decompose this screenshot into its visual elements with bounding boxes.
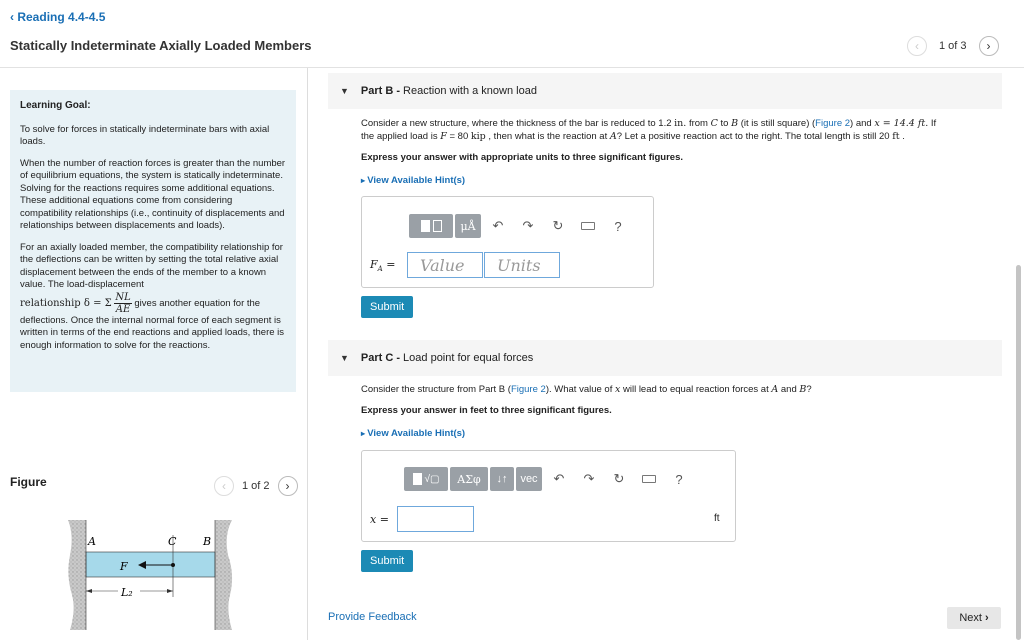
undo-icon[interactable]: ↶	[553, 471, 565, 486]
part-b-instructions: Express your answer with appropriate units to three significant figures.	[361, 152, 684, 163]
back-link[interactable]: ‹ Reading 4.4-4.5	[10, 10, 106, 24]
units-mu-button[interactable]: μÅ	[455, 214, 481, 238]
keyboard-icon[interactable]	[634, 467, 664, 491]
chevron-right-icon: ›	[285, 479, 290, 493]
part-c-unit: ft	[714, 513, 720, 524]
part-c-instructions: Express your answer in feet to three significant figures.	[361, 405, 612, 416]
part-c-question: Consider the structure from Part B (Figure 2). What value of x will lead to equal reaction forces at A and B?	[361, 384, 812, 395]
learning-goal-formula-line: relationship δ = Σ $\frac{NL}{AE}$ gives another equation for the	[20, 291, 261, 315]
collapse-triangle-icon: ▼	[340, 353, 349, 363]
part-c-toolbar	[404, 467, 694, 491]
reset-icon[interactable]: ↻	[613, 471, 625, 486]
header-divider	[0, 67, 1024, 68]
chevron-left-icon: ‹	[915, 39, 919, 53]
redo-icon[interactable]: ↷	[522, 218, 534, 233]
panel-divider	[307, 68, 308, 640]
label-B: B	[203, 535, 212, 548]
learning-goal-p3: For an axially loaded member, the compatibility relationship for the deflections can be written by setting the total relative axial displacement between the ends of the member to a known value. The load-displacement	[20, 241, 283, 290]
chevron-left-icon: ‹	[222, 479, 226, 493]
figure-next-button[interactable]	[278, 476, 298, 496]
left-wall	[68, 520, 86, 630]
part-b-toolbar	[409, 214, 633, 238]
sort-arrows-button[interactable]: ↓↑	[490, 467, 514, 491]
figure-pager-text: 1 of 2	[242, 480, 270, 492]
learning-goal-p2: When the number of reaction forces is greater than the number of equilibrium equations, the system is statically indeterminate. Solving for the reactions requires some additional equations. These additional equations come from considering compatibility relationships (i.e., continuity of displacements and relationships between displacements and loads).	[20, 157, 286, 231]
templates-icon[interactable]: √▢	[404, 467, 448, 491]
greek-symbols-button[interactable]: ΑΣφ	[450, 467, 488, 491]
chevron-right-icon: ›	[986, 39, 991, 53]
figure-diagram	[60, 515, 260, 640]
label-L2: L₂	[121, 586, 133, 599]
undo-icon[interactable]: ↶	[492, 218, 504, 233]
help-icon[interactable]: ?	[675, 471, 683, 487]
reset-icon[interactable]: ↻	[552, 218, 564, 233]
caret-right-icon: ▸	[361, 176, 368, 185]
part-c-answer-label: x =	[370, 513, 389, 526]
value-input[interactable]: Value	[407, 252, 483, 278]
learning-goal-panel	[10, 90, 296, 392]
part-c-submit-button[interactable]: Submit	[361, 550, 413, 572]
part-b-question: Consider a new structure, where the thickness of the bar is reduced to 1.2 in. from C to B (it is still square) (Figure 2) and x = 14.4 ft. If the applied load is F = 80 kip , then what is the reaction at A? Let a positive reaction act to the right. The total length is still 20 ft .	[361, 118, 937, 142]
part-b-header[interactable]: ▼ Part B - Reaction with a known load	[328, 73, 1002, 109]
figure-pager	[214, 476, 298, 496]
learning-goal-p5: deflections. Once the internal normal force of each segment is written in terms of the end reactions and applied loads, there is enough information to solve for the reactions.	[20, 314, 285, 351]
learning-goal-heading: Learning Goal:	[20, 100, 91, 111]
units-input[interactable]: Units	[484, 252, 560, 278]
x-answer-input[interactable]	[397, 506, 474, 532]
figure-2-link-c[interactable]: Figure 2	[510, 384, 546, 395]
next-button[interactable]: Next ›	[947, 607, 1001, 629]
figure-2-link[interactable]: Figure 2	[815, 118, 851, 129]
collapse-triangle-icon: ▼	[340, 86, 349, 96]
figure-label: Figure	[10, 475, 47, 489]
part-c-hint-link[interactable]: ▸ View Available Hint(s)	[361, 428, 466, 439]
prev-item-button[interactable]	[907, 36, 927, 56]
part-b-hint-link[interactable]: ▸ View Available Hint(s)	[361, 175, 466, 186]
part-c-header[interactable]: ▼ Part C - Load point for equal forces	[328, 340, 1002, 376]
provide-feedback-link[interactable]: Provide Feedback	[328, 611, 417, 623]
learning-goal-p1: To solve for forces in statically indeterminate bars with axial loads.	[20, 123, 270, 147]
scrollbar[interactable]	[1016, 265, 1021, 640]
chevron-left-icon: ‹	[10, 10, 18, 24]
figure-prev-button[interactable]	[214, 476, 234, 496]
redo-icon[interactable]: ↷	[583, 471, 595, 486]
part-b-submit-button[interactable]: Submit	[361, 296, 413, 318]
help-icon[interactable]: ?	[614, 218, 622, 234]
label-A: A	[88, 535, 96, 548]
right-wall	[215, 520, 232, 630]
keyboard-icon[interactable]	[573, 214, 603, 238]
vector-button[interactable]: vec	[516, 467, 542, 491]
templates-icon[interactable]	[409, 214, 453, 238]
chevron-right-icon: ›	[984, 612, 989, 624]
nl-over-ae-fraction: $\frac{NL}{AE}$	[115, 291, 131, 315]
part-c-answer-box	[361, 450, 736, 542]
next-item-button[interactable]	[979, 36, 999, 56]
part-b-answer-box	[361, 196, 654, 288]
caret-right-icon: ▸	[361, 429, 368, 438]
part-b-answer-label: $F_A$ =	[370, 258, 396, 274]
pager-text: 1 of 3	[939, 40, 967, 52]
label-F: F	[120, 560, 128, 573]
label-C: C	[168, 535, 177, 548]
assignment-pager	[907, 36, 999, 56]
page-title: Statically Indeterminate Axially Loaded Members	[10, 38, 312, 53]
